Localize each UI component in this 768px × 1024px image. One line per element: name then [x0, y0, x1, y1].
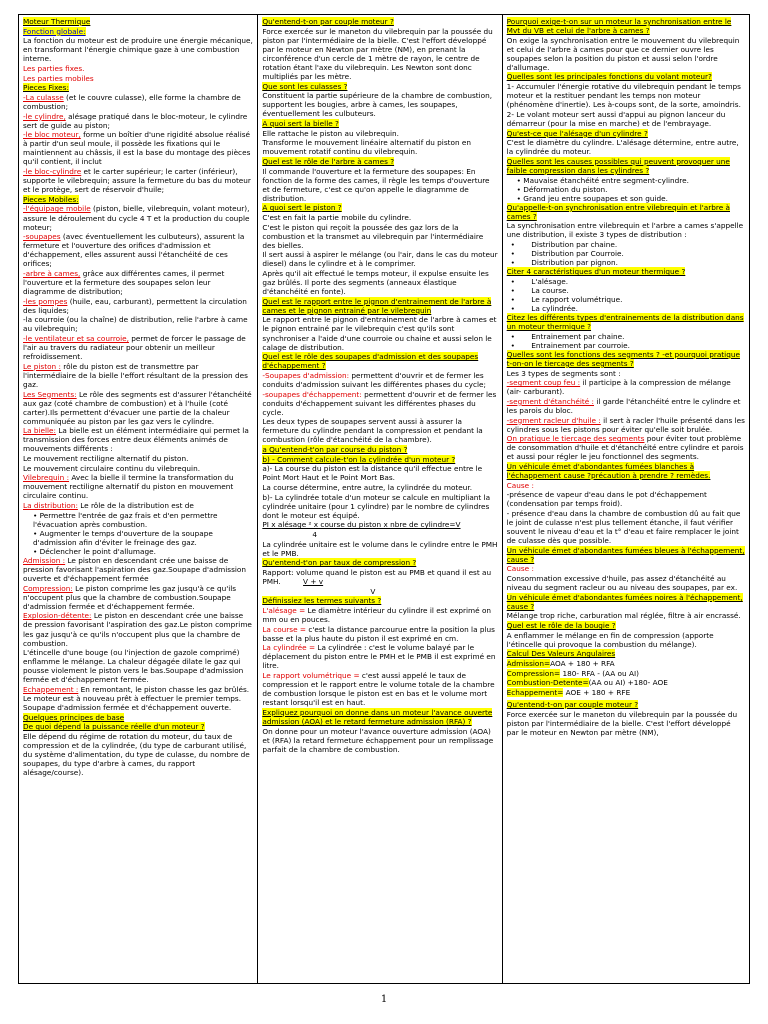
answer-couple: Force exercée sur le maneton du vilebrequin par la poussée du piston par l'intermédiaire de la bielle. C'est l'effort développé par le moteur en Newton par mètre (NM), en prenant la circonférence d'un cercle de 1 mètre de rayon, le centre de rotation étant l'axe du vilebrequin. Les Newton sont donc multipliés par les mètre. — [262, 26, 493, 81]
pieces-fixes-label: Pieces Fixes: — [23, 83, 69, 93]
question-citer: Citer 4 caractéristiques d'un moteur thermique ? — [506, 267, 686, 277]
answer-alesage: C'est le diamètre du cylindre. L'alésage détermine, entre autre, la cylindrée du moteur. — [506, 138, 739, 157]
list-item: • L'alésage. — [511, 277, 745, 286]
tiercage-text: On pratique le tiercage des segments pour éviter tout problème de consommation d'huile et d'étanchéité entre cylindre et parois et aussi pour régler le jeu fonctionnel des segments. — [506, 434, 744, 462]
parties-mobiles: Les parties mobiles — [23, 73, 94, 83]
segment-etancheite: -segment d'étanchéité : il garde l'étanchéité entre le cylindre et les parois du bloc. — [506, 396, 741, 415]
question-appelle: Qu'appelle-t-on synchronisation entre vilebrequin et l'arbre à cames ? — [506, 202, 730, 221]
question-soupapes: Quel est le rôle des soupapes d'admission et des soupapes d'échappement ? — [262, 352, 479, 371]
answer-couple-2: Force exercée sur le maneton du vilebrequin par la poussée du piston par l'intermédiaire de la bielle. C'est l'effort développé par le moteur en Newton par mètre (NM), — [506, 709, 738, 737]
list-item: • Entrainement par chaine. — [511, 332, 745, 341]
answer-course-2: La course détermine, entre autre, la cylindrée du moteur. — [262, 483, 473, 492]
answer-soupapes-admission: -Soupapes d'admission: permettent d'ouvrir et de fermer les conduits d'admission suivant les différentes phases du cycle; — [262, 370, 486, 389]
list-item: • Déformation du piston. — [517, 185, 745, 194]
answer-volant-1: 1- Accumuler l'énergie rotative du vilebrequin pendant le temps moteur et la restituer pendant les temps non moteur (phénomène d'inertie). Les à-coups sont, de la sorte, amoindris. — [506, 82, 741, 110]
cause-label-2: Cause : — [506, 564, 534, 574]
list-item: • Entrainement par courroie. — [511, 341, 745, 350]
question-culasses: Que sont les culasses ? — [262, 81, 348, 91]
distribution-list — [23, 511, 253, 556]
cause-label-1: Cause : — [506, 480, 534, 490]
echappement-def: Echappement : En remontant, le piston chasse les gaz brûlés. Le moteur est à nouveau prêt à effectuer le premier temps. Soupape d'admission fermée et d'échappement ouverte. — [23, 685, 250, 713]
answer-piston-4: Après qu'il ait effectué le temps moteur, il expulse ensuite les gaz brûlés. Il porte des segments (anneaux élastique d'étanchéité en fonte). — [262, 268, 489, 297]
question-fumees-blanches: Un véhicule émet d'abondantes fumées blanches à l'échappement cause ?précaution à prendre ? remèdes. — [506, 461, 711, 480]
question-taux: Qu'entend-t'on par taux de compression ? — [262, 558, 417, 568]
def-alesage: L'alésage = Le diamètre intérieur du cylindre il est exprimé on mm ou en pouces. — [262, 605, 492, 624]
question-aoa: Expliquez pourquoi on donne dans un moteur l'avance ouverte admission (AOA) et le retard fermeture admission (RFA) ? — [262, 707, 493, 726]
answer-blanches-1: -présence de vapeur d'eau dans le pot d'échappement (condensation par temps froid). — [506, 490, 707, 509]
column-left — [19, 15, 258, 983]
question-bielle: A quoi sert la bielle ? — [262, 118, 339, 128]
list-item: • La course. — [511, 286, 745, 295]
answer-taux: Rapport: volume quand le piston est au PMB et quand il est au PMH. V + v — [262, 567, 492, 587]
question-sync: Pourquoi exige-t-on sur un moteur la synchronisation entre le Mvt du VB et celui de l'arbre à cames ? — [506, 17, 732, 36]
segment-coup-feu: -segment coup feu : il participe à la compression de mélange (air- carburant). — [506, 378, 731, 397]
question-piston: A quoi sert le piston ? — [262, 203, 342, 213]
cylindree-formula: PI x alésage ² x course du piston x nbre de cylindre=V — [262, 520, 461, 530]
answer-aoa: On donne pour un moteur l'avance ouverture admission (AOA) et (RFA) la retard fermeture échappement pour un remplissage parfait de la chambre de combustion. — [262, 726, 494, 754]
compression-def: Compression: Le piston comprime les gaz jusqu'à ce qu'ils n'occupent plus que la chambre de combustion.Soupape d'admission fermée et d'échappement fermée. — [23, 583, 237, 611]
ventilateur-def: -le ventilateur et sa courroie, permet de forcer le passage de l'air au travers du radiateur pour obtenir un meilleur refroidissement. — [23, 334, 246, 362]
segment-racleur: -segment racleur d'huile : il sert à racler l'huile présenté dans les cylindres sous les pistons pour éviter qu'elle soit brulée. — [506, 415, 745, 434]
question-entrainements: Citez les différents types d'entrainements de la distribution dans un moteur thermique ? — [506, 313, 744, 332]
question-bougie: Quel est le rôle de la bougie ? — [506, 621, 616, 631]
question-cylindree: b) - Comment calcule-t'on la cylindrée d'un moteur ? — [262, 454, 456, 464]
question-causes: Quelles sont les causes possibles qui peuvent provoquer une faible compression dans les cylindres ? — [506, 156, 730, 175]
mouvement-2: Le mouvement circulaire continu du vilebrequin. — [23, 463, 201, 473]
parties-fixes: Les parties fixes. — [23, 64, 85, 74]
bloc-cylindre-def: -le bloc-cylindre et le carter supérieur; le carter (inférieur), supporte le vilebrequin; assure la fermeture du bas du moteur et le protège, sert de réservoir d'huile; — [23, 167, 251, 195]
list-item: • Grand jeu entre soupapes et son guide. — [517, 194, 745, 203]
list-item: • Le rapport volumétrique. — [511, 295, 745, 304]
question-volant: Quelles sont les principales fonctions du volant moteur? — [506, 72, 712, 82]
calc-admission: Admission=AOA + 180 + RFA — [506, 659, 615, 669]
arbre-cames-def: -arbre à cames, grâce aux différentes cames, il permet l'ouverture et la fermeture des soupapes selon leur diagramme de distribution; — [23, 268, 225, 297]
answer-soupapes-end: Les deux types de soupapes servent aussi à assurer la fermeture du cylindre pendant la compression et pendant la combustion (rôle d'étanchéité de la chambre). — [262, 417, 483, 445]
entrainements-list — [507, 332, 745, 350]
question-fumees-noires: Un véhicule émet d'abondantes fumées noires à l'échappement, cause ? — [506, 592, 743, 611]
list-item: • Déclencher le point d'allumage. — [33, 547, 253, 556]
cylindre-def: -le cylindre, alésage pratiqué dans le bloc-moteur, le cylindre sert de guide au piston; — [23, 111, 248, 130]
distribution-def: La distribution: Le rôle de la distribution est de — [23, 501, 194, 511]
courroie-def: -la courroie (ou la chaîne) de distribution, relie l'arbre à came au vilebrequin; — [23, 315, 248, 334]
answer-puissance: Elle dépend du régime de rotation du moteur, du taux de compression et de la cylindrée, (du type de carburant utilisé, du système d'alimentation, du type de culasse, du nombre de soupapes, du type d'arbre à cames, du rapport alésage/course). — [23, 732, 250, 778]
answer-appelle: La synchronisation entre vilebrequin et l'arbre a cames s'appelle une distribution, il existe 3 types de distribution : — [506, 221, 744, 240]
question-puissance: De quoi dépend la puissance réelle d'un moteur ? — [23, 722, 205, 732]
answer-volant-2: 2- Le volant moteur sert aussi d'appui au pignon lanceur du démarreur (pour la mise en marche) et de l'embrayage. — [506, 109, 726, 128]
principes-label: Quelques principes de base — [23, 712, 125, 722]
answer-noires: Mélange trop riche, carburation mal réglée, filtre à air encrassé. — [506, 611, 741, 621]
list-item: • Distribution par chaine. — [511, 240, 745, 249]
answer-bougie: A enflammer le mélange en fin de compression (apporte l'étincelle qui provoque la combustion du mélange). — [506, 630, 714, 649]
document-sheet — [18, 14, 750, 984]
list-item: • Distribution par pignon. — [511, 258, 745, 267]
answer-rapport: Le rapport entre le pignon d'entrainement de l'arbre à cames et le pignon entrainé par le vilebrequin c'est qu'ils sont synchroniser a l'aide d'une courroie ou chaine et aussi selon le calage de distribution. — [262, 315, 497, 352]
admission-def: Admission : Le piston en descendant crée une baisse de pression favorisant l'aspiration des gaz.Soupape d'admission ouverte et d'échappement fermée — [23, 555, 247, 584]
calcul-title: Calcul Des Valeurs Angulaires — [506, 649, 616, 659]
distribution-types-list — [507, 240, 745, 267]
list-item: • Permettre l'entrée de gaz frais et d'en permettre l'évacuation après combustion. — [33, 511, 253, 529]
taux-numerator: V + v — [303, 577, 324, 587]
question-alesage: Qu'est-ce que l'alésage d'un cylindre ? — [506, 128, 648, 138]
column-middle — [258, 15, 502, 983]
question-course: a Qu'entend-t'on par course du piston ? — [262, 445, 408, 455]
bloc-moteur-def: -le bloc moteur, forme un boîtier d'une rigidité absolue réalisé à partir d'un seul moule, il possède les fixations qui le maintiennent au châssis, il est la base du montage des pièces qu'il contient, il inclut — [23, 130, 251, 167]
list-item: • Distribution par Courroie. — [511, 249, 745, 258]
piston-def: Le piston : rôle du piston est de transmettre par l'intermédiaire de la bielle l'effort résultant de la pression des gaz. — [23, 361, 248, 389]
answer-soupapes-echappement: -soupapes d'échappement: permettent d'ouvrir et de fermer les conduits d'échappement suivant les différentes phases du cycle. — [262, 389, 497, 417]
question-couple: Qu'entend-t-on par couple moteur ? — [262, 17, 394, 26]
answer-sync: On exige la synchronisation entre le mouvement du vilebrequin et celui de l'arbre à cames pour que ce dernier ouvre les soupapes selon la position du piston et aussi selon l'ordre d'allumage. — [506, 35, 740, 72]
answer-blanches-2: - présence d'eau dans la chambre de combustion dû au fait que le joint de culasse n'est plus tellement étanche, il faut vérifier souvent le niveau d'eau et la t° d'eau et faire remplacer le joint de culasse dès que possible. — [506, 508, 741, 546]
list-item: • La cylindrée. — [511, 304, 745, 313]
answer-arbre: Il commande l'ouverture et la fermeture des soupapes: En fonction de la forme des cames, il règle les temps d'ouverture et de fermeture, c'est ce qu'on appelle le diagramme de distribution. — [262, 166, 490, 203]
culasse-def: -La culasse (et le couvre culasse), elle forme la chambre de combustion; — [23, 92, 241, 111]
equipage-def: -l'équipage mobile (piston, bielle, vilebrequin, volant moteur), assure le déroulement du cycle 4 T et la production du couple moteur; — [23, 204, 250, 232]
page-number: 1 — [380, 994, 388, 1005]
def-rapport-volumetrique: Le rapport volumétrique = c'est aussi appelé le taux de compression et le rapport entre le volume totale de la chambre de combustion lorsque le piston est en bas et le volume mort restant lorsqu'il est en haut. — [262, 671, 495, 708]
answer-piston-1: C'est en fait la partie mobile du cylindre. — [262, 212, 412, 222]
pieces-mobiles-label: Pieces Mobiles: — [23, 194, 79, 204]
answer-course-1: a)- La course du piston est la distance qu'il effectue entre le Point Mort Haut et le Point Mort Bas. — [262, 464, 483, 483]
etincelle-text: L'étincelle d'une bouge (ou l'injection de gazole comprimé) enflamme le mélange. La chaleur dégagée dilate le gaz qui pousse violement le piston vers le bas.Soupape d'admission fermée et d'échappement fermée. — [23, 648, 244, 685]
cylindree-formula-denominator: 4 — [312, 530, 317, 540]
question-rapport: Quel est le rapport entre le pignon d'entrainement de l'arbre à cames et le pignon entrainé par le vilebrequin — [262, 296, 492, 315]
question-segments: Quelles sont les fonctions des segments ? -et pourquoi pratique t-on-on le tiercage des segments ? — [506, 349, 740, 368]
answer-cylindree-2: La cylindrée unitaire est le volume dans le cylindre entre le PMH et le PMB. — [262, 539, 498, 558]
caracteristiques-list — [507, 277, 745, 313]
vilebrequin-def: Vilebrequin : Avec la bielle il termine la transformation du mouvement rectiligne alternatif du piston en mouvement circulaire continu. — [23, 473, 234, 501]
bielle-def: La bielle: La bielle est un élément intermédiaire qui permet la transmission des forces entre deux éléments animés de mouvements différents : — [23, 426, 249, 454]
question-termes: Définissiez les termes suivants ? — [262, 596, 382, 606]
pompes-def: -les pompes (huile, eau, carburant), permettent la circulation des liquides; — [23, 296, 247, 315]
calc-combustion: Combustion-Detente=(AA ou AI) +180- AOE — [506, 678, 668, 688]
answer-segments-intro: Les 3 types de segments sont : — [506, 368, 621, 378]
explosion-def: Explosion-détente: Le piston en descendant crée une baisse de pression favorisant l'aspiration des gaz.Le piston comprime les gaz jusqu'à ce qu'ils n'occupent plus que la chambre de combustion. — [23, 611, 252, 648]
question-fumees-bleues: Un véhicule émet d'abondantes fumées bleues à l'échappement, cause ? — [506, 545, 745, 564]
answer-bielle-1: Elle rattache le piston au vilebrequin. — [262, 128, 399, 138]
calc-echappement: Echappement= AOE + 180 + RFE — [506, 687, 631, 697]
mouvement-1: Le mouvement rectiligne alternatif du piston. — [23, 454, 189, 464]
answer-piston-2: C'est le piston qui reçoit la poussée des gaz lors de la combustion et la transmet au vilebrequin par l'intermédiaire des bielles. — [262, 222, 484, 250]
def-course: La course = c'est la distance parcourue entre la position la plus basse et la plus haute du piston il est exprimé en cm. — [262, 624, 495, 643]
answer-bleues: Consommation excessive d'huile, pas assez d'étanchéité au niveau du segment racleur ou au niveau des soupapes, par ex. — [506, 574, 738, 593]
intro-text: La fonction du moteur est de produire une énergie mécanique, en transformant l'énergie chimique gaze à une combustion interne. — [23, 36, 253, 64]
doc-title: Moteur Thermique — [23, 17, 91, 26]
answer-piston-3: Il sert aussi à aspirer le mélange (ou l'air, dans le cas du moteur diesel) dans le cylindre et à le comprimer. — [262, 250, 498, 269]
taux-denominator: V — [370, 586, 376, 596]
answer-cylindree-1: b)- La cylindrée totale d'un moteur se calcule en multipliant la cylindrée unitaire (pour 1 cylindre) par le nombre de cylindres dont le moteur est équipé. — [262, 492, 491, 520]
answer-culasses: Constituent la partie supérieure de la chambre de combustion, supportent les bougies, arbre à cames, les soupapes, éventuellement les culbuteurs. — [262, 91, 493, 119]
list-item: • Mauvaise étanchéité entre segment-cylindre. — [517, 176, 745, 185]
fonction-globale-label: Fonction globale: — [23, 26, 86, 36]
answer-bielle-2: Transforme le mouvement linéaire alternatif du piston en mouvement rotatif continu du vilebrequin. — [262, 138, 472, 157]
column-right — [503, 15, 749, 983]
soupapes-def: -soupapes (avec éventuellement les culbuteurs), assurent la fermeture et l'ouverture des orifices d'admission et d'échappement, elles assurent aussi l'étanchéité de ces orifices; — [23, 232, 245, 269]
question-arbre: Quel est le rôle de l'arbre à cames ? — [262, 156, 395, 166]
segments-def: Les Segments: Le rôle des segments est d'assurer l'étanchéité aux gaz (coté chambre de combustion) et à l'huile (coté carter).Ils permettent d'évacuer une partie de la chaleur communiquée au piston par les gaz vers le cylindre. — [23, 389, 252, 426]
causes-list — [507, 176, 745, 203]
calc-compression: Compression= 180- RFA - (AA ou AI) — [506, 668, 639, 678]
question-couple-2: Qu'entend-t-on par couple moteur ? — [506, 700, 639, 710]
list-item: • Augmenter le temps d'ouverture de la soupape d'admission afin d'éviter le freinage des gaz. — [33, 529, 253, 547]
def-cylindree: La cylindrée = La cylindrée : c'est le volume balayé par le déplacement du piston entre le PMH et le PMB il est exprimé en litre. — [262, 643, 496, 671]
